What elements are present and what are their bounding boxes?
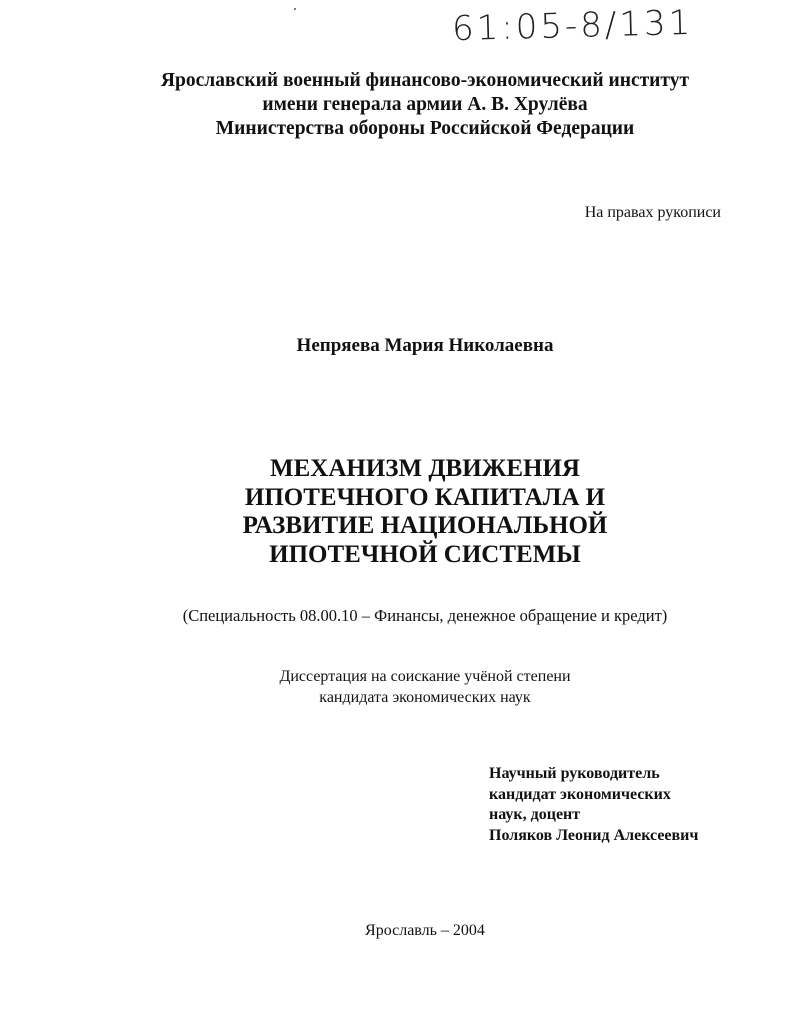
- supervisor-block: [489, 764, 698, 846]
- supervisor-line-1: Научный руководитель: [489, 765, 660, 782]
- degree-statement: [120, 666, 730, 708]
- supervisor-line-2: кандидат экономических: [489, 785, 671, 803]
- city-year: Ярославль – 2004: [365, 922, 485, 939]
- specialty: (Специальность 08.00.10 – Финансы, денежное обращение и кредит): [182, 606, 668, 625]
- degree-line-1: Диссертация на соискание учёной степени: [279, 668, 571, 685]
- title-line-4: ИПОТЕЧНОЙ СИСТЕМЫ: [269, 540, 581, 568]
- title-line-3: РАЗВИТИЕ НАЦИОНАЛЬНОЙ: [242, 512, 608, 539]
- archive-number: 61:05-8/131: [451, 2, 694, 50]
- scan-speck: [294, 8, 296, 10]
- rights-note: На правах рукописи: [584, 204, 721, 221]
- dissertation-title: [120, 455, 730, 569]
- supervisor-line-3: наук, доцент: [489, 806, 581, 823]
- institute-line-3: Министерства обороны Российской Федерации: [215, 118, 635, 139]
- title-line-1: МЕХАНИЗМ ДВИЖЕНИЯ: [270, 455, 580, 482]
- institute-line-1: Ярославский военный финансово-экономический институт: [160, 70, 690, 91]
- title-line-2: ИПОТЕЧНОГО КАПИТАЛА И: [244, 483, 606, 511]
- degree-line-2: кандидата экономических наук: [319, 689, 531, 706]
- institute-header: [120, 69, 730, 141]
- author-name: Непряева Мария Николаевна: [296, 335, 554, 356]
- institute-line-2: имени генерала армии А. В. Хрулёва: [262, 94, 588, 115]
- supervisor-line-4: Поляков Леонид Алексеевич: [489, 826, 699, 844]
